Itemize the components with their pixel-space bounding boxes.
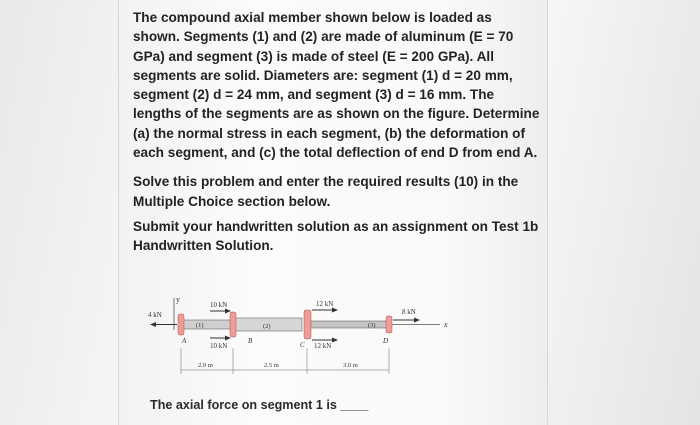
load-d-arrowhead bbox=[414, 318, 420, 323]
y-axis-label: y bbox=[176, 295, 180, 304]
point-c-label: C bbox=[300, 341, 305, 349]
load-b-bottom-label: 10 kN bbox=[210, 342, 228, 350]
length-3-label: 3.0 m bbox=[343, 362, 358, 369]
problem-paragraph-1: The compound axial member shown below is loaded as shown. Segments (1) and (2) are made of aluminum (E = 70 GPa) and segment (3) is made of steel (E = 200 GPa). All segments are solid. Diameters are: segment (1) d = 20 mm, segment (2) d = 24 mm, and segment (3) d = 16 mm. The lengths of the segments are as shown on the figure. Determine (a) the normal stress in each segment, (b) the deformation of each segment, and (c) the total deflection of end D from end A. bbox=[133, 10, 540, 161]
segment-1-label: (1) bbox=[196, 322, 204, 329]
axial-member-figure bbox=[140, 290, 460, 390]
segment-3-bar bbox=[310, 321, 390, 328]
point-d-label: D bbox=[383, 337, 389, 345]
length-1-label: 2.0 m bbox=[198, 362, 213, 369]
segment-2-label: (2) bbox=[263, 323, 271, 330]
problem-paragraph-2: Solve this problem and enter the required results (10) in the Multiple Choice section below. bbox=[133, 174, 519, 209]
flange-c bbox=[304, 310, 311, 339]
question-text: The axial force on segment 1 is ____ bbox=[150, 398, 369, 412]
point-b-label: B bbox=[248, 337, 253, 345]
load-c-top-arrowhead bbox=[332, 308, 338, 313]
segment-3-label: (3) bbox=[368, 322, 376, 329]
load-c-bottom-label: 12 kN bbox=[314, 342, 332, 350]
load-d-label: 8 kN bbox=[402, 308, 416, 316]
load-b-top-label: 10 kN bbox=[210, 301, 228, 309]
segment-1-bar bbox=[180, 320, 234, 329]
problem-paragraph-3: Submit your handwritten solution as an assignment on Test 1b Handwritten Solution. bbox=[133, 218, 539, 254]
x-axis-label: x bbox=[444, 320, 448, 329]
load-c-top-label: 12 kN bbox=[316, 300, 334, 308]
end-cap-a bbox=[178, 314, 184, 335]
length-2-label: 2.5 m bbox=[264, 362, 279, 369]
point-a-label: A bbox=[182, 337, 187, 345]
flange-b bbox=[230, 312, 236, 337]
load-c-bottom-arrowhead bbox=[332, 338, 338, 343]
load-a-arrowhead bbox=[150, 322, 156, 327]
problem-statement bbox=[133, 8, 541, 256]
load-a-label: 4 kN bbox=[148, 311, 162, 319]
end-cap-d bbox=[386, 316, 392, 333]
